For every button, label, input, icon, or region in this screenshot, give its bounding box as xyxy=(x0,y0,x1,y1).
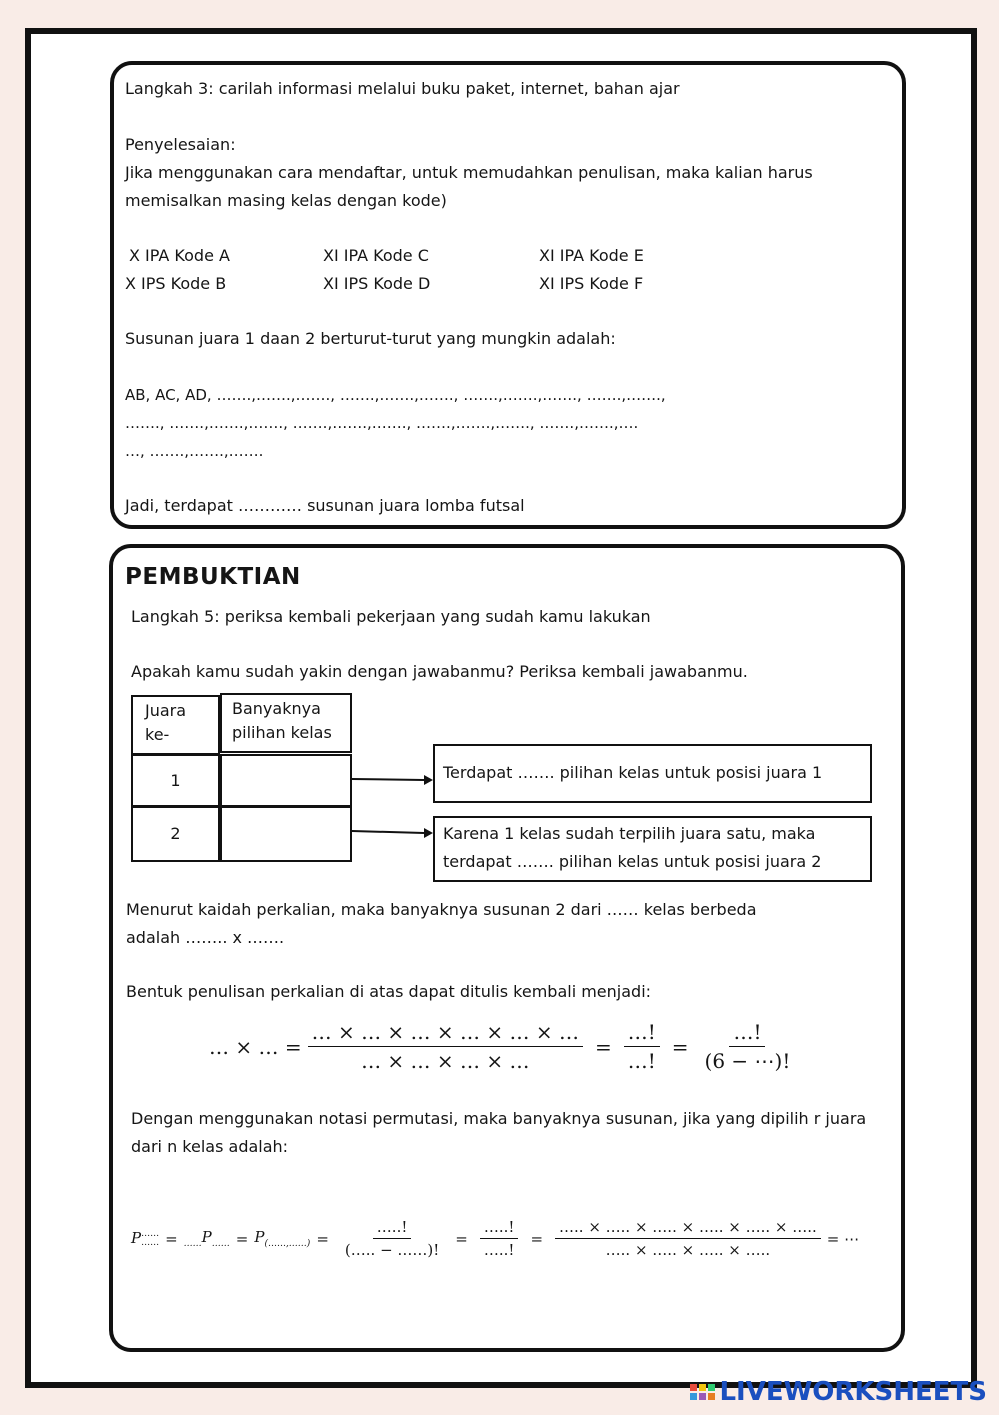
perm-fraction-1 xyxy=(341,1218,443,1259)
table-header-juara: Juara ke- xyxy=(131,695,220,755)
arrow-2-head xyxy=(424,828,433,838)
table-row-2-label: 2 xyxy=(131,806,220,862)
permutation-text: Dengan menggunakan notasi permutasi, maka banyaknya susunan, jika yang dipilih r juara dari n kelas adalah: xyxy=(131,1109,867,1156)
p2-letter: P xyxy=(201,1228,212,1246)
p3-sub: (……,……) xyxy=(264,1239,311,1249)
table-row-1-answer[interactable] xyxy=(220,754,352,807)
formula-fraction-3 xyxy=(701,1020,795,1073)
arrangement-line-1[interactable]: AB, AC, AD, …….,…….,……., …….,…….,……., …….,…….,……., …….,……., xyxy=(125,386,666,404)
table-header-banyaknya: Banyaknya pilihan kelas xyxy=(220,693,352,753)
code-xii-ipa: XI IPA Kode E xyxy=(539,246,644,265)
equals-sign: = xyxy=(455,1229,468,1248)
callout-juara-2-line-2: terdapat ……. pilihan kelas untuk posisi juara 2 xyxy=(443,852,822,871)
equals-sign: = xyxy=(594,1034,612,1059)
perm-fraction-3 xyxy=(555,1218,821,1259)
code-x-ips: X IPS Kode B xyxy=(125,274,227,293)
rule-line-2[interactable]: adalah …….. x ……. xyxy=(126,928,285,947)
p1-letter: P xyxy=(131,1229,142,1247)
fraction-3-denominator: (6 − ⋯)! xyxy=(704,1049,791,1073)
fraction-3-numerator: …! xyxy=(729,1020,765,1047)
equals-sign: = xyxy=(235,1229,249,1248)
arrow-1-head xyxy=(424,775,433,785)
step3-text: Langkah 3: carilah informasi melalui buku paket, internet, bahan ajar xyxy=(125,79,680,98)
formula-lhs: … × … = xyxy=(209,1034,302,1059)
section-title: PEMBUKTIAN xyxy=(125,564,301,590)
step5-text: Langkah 5: periksa kembali pekerjaan yang sudah kamu lakukan xyxy=(131,607,651,626)
arrangement-line-3[interactable]: …, …….,…….,……. xyxy=(125,442,264,460)
perm-fraction-2 xyxy=(480,1218,519,1259)
solution-text: Jika menggunakan cara mendaftar, untuk memudahkan penulisan, maka kalian harus memisalkan masing kelas dengan kode) xyxy=(125,163,813,210)
formula-fraction-1 xyxy=(308,1020,583,1073)
logo-icon xyxy=(690,1384,715,1400)
formula-fraction-2 xyxy=(624,1020,660,1073)
solution-label: Penyelesaian: xyxy=(125,135,236,154)
conclusion-text: Jadi, terdapat ………… susunan juara lomba futsal xyxy=(125,496,525,515)
perm-fraction-3-denominator: ….. × ….. × ….. × ….. xyxy=(605,1241,771,1259)
code-xi-ips: XI IPS Kode D xyxy=(323,274,431,293)
permutation-symbol-1 xyxy=(131,1229,159,1248)
table-row-1-label: 1 xyxy=(131,754,220,807)
factorial-formula[interactable] xyxy=(209,1020,800,1073)
fraction-2-numerator: …! xyxy=(624,1020,660,1047)
equals-sign: = xyxy=(316,1229,329,1248)
perm-tail: = ⋯ xyxy=(826,1229,860,1248)
logo-text: LIVEWORKSHEETS xyxy=(719,1377,987,1407)
perm-fraction-2-denominator: …..! xyxy=(483,1241,515,1259)
code-xi-ipa: XI IPA Kode C xyxy=(323,246,429,265)
table-arrows xyxy=(352,768,434,838)
fraction-1-denominator: … × … × … × … xyxy=(361,1049,530,1073)
worksheet-page xyxy=(25,28,977,1388)
permutation-formula[interactable] xyxy=(131,1218,859,1259)
p1-sub: …… xyxy=(141,1238,160,1248)
question-text: Apakah kamu sudah yakin dengan jawabanmu? Periksa kembali jawabanmu. xyxy=(131,662,748,681)
solution-box xyxy=(110,61,906,529)
perm-fraction-1-denominator: (….. − ……)! xyxy=(344,1241,440,1259)
table-row-2-answer[interactable] xyxy=(220,806,352,862)
fraction-1-numerator: … × … × … × … × … × … xyxy=(308,1020,583,1047)
code-xii-ips: XI IPS Kode F xyxy=(539,274,644,293)
p1-sup: …… xyxy=(141,1229,160,1239)
permutation-symbol-3 xyxy=(254,1228,310,1249)
liveworksheets-logo xyxy=(690,1377,987,1407)
p2-pre: …… xyxy=(183,1239,202,1249)
rule-line-1[interactable]: Menurut kaidah perkalian, maka banyaknya susunan 2 dari …… kelas berbeda xyxy=(126,900,757,919)
p1-indices xyxy=(141,1230,159,1248)
perm-fraction-1-numerator: …..! xyxy=(373,1218,412,1239)
callout-juara-2[interactable] xyxy=(433,816,872,882)
arrow-2-line xyxy=(352,831,424,833)
p3-letter: P xyxy=(254,1228,265,1246)
code-x-ipa: X IPA Kode A xyxy=(129,246,230,265)
arrangement-line-2[interactable]: ……., …….,…….,……., …….,…….,……., …….,…….,……., …….,…….,…. xyxy=(125,414,639,432)
permutation-symbol-2 xyxy=(184,1228,230,1249)
perm-fraction-2-numerator: …..! xyxy=(480,1218,519,1239)
fraction-2-denominator: …! xyxy=(627,1049,656,1073)
proof-box xyxy=(109,544,905,1352)
callout-juara-2-line-1: Karena 1 kelas sudah terpilih juara satu, maka xyxy=(443,824,816,843)
equals-sign: = xyxy=(530,1229,544,1248)
arrow-1-line xyxy=(352,779,424,780)
arrangement-prompt: Susunan juara 1 daan 2 berturut-turut yang mungkin adalah: xyxy=(125,329,616,348)
p2-sub: …… xyxy=(211,1239,230,1249)
perm-fraction-3-numerator: ….. × ….. × ….. × ….. × ….. × ….. xyxy=(555,1218,821,1239)
callout-juara-1[interactable]: Terdapat ……. pilihan kelas untuk posisi juara 1 xyxy=(433,744,872,803)
equals-sign: = xyxy=(165,1229,178,1248)
equals-sign: = xyxy=(671,1034,689,1059)
rewrite-text: Bentuk penulisan perkalian di atas dapat ditulis kembali menjadi: xyxy=(126,982,652,1001)
